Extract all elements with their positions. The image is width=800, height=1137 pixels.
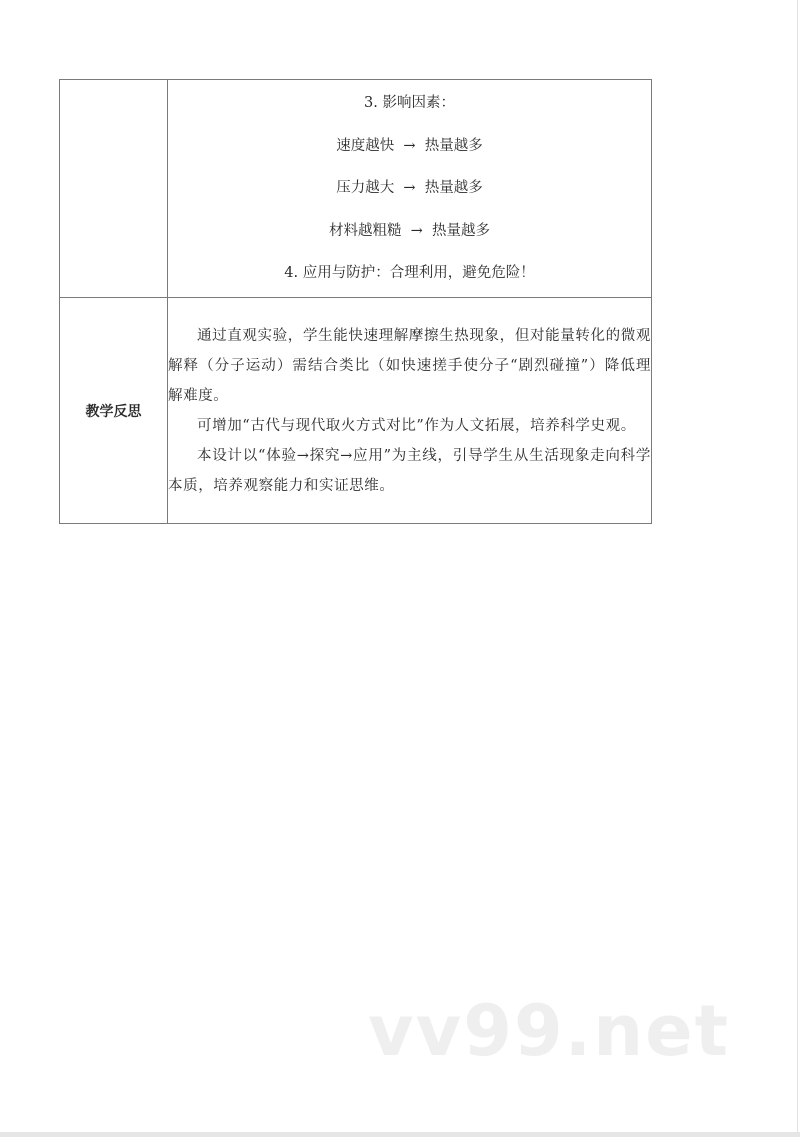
reflection-row <box>60 298 652 524</box>
reflection-paragraph: 可增加“古代与现代取火方式对比”作为人文拓展，培养科学史观。 <box>197 417 636 434</box>
reflection-content-cell <box>168 298 652 524</box>
reflection-paragraph: 本设计以“体验→探究→应用”为主线，引导学生从生活现象走向科学本质，培养观察能力和实证思维。 <box>168 447 651 494</box>
summary-label-cell <box>60 80 168 298</box>
summary-row <box>60 80 652 298</box>
lesson-plan-table <box>59 79 652 524</box>
influence-factors-heading: 3. 影响因素： <box>364 95 455 112</box>
reflection-paragraph: 通过直观实验，学生能快速理解摩擦生热现象，但对能量转化的微观解释（分子运动）需结合类比（如快速搓手使分子“剧烈碰撞”）降低理解难度。 <box>168 327 651 404</box>
application-protection: 4. 应用与防护：合理利用，避免危险！ <box>284 265 535 282</box>
reflection-label: 教学反思 <box>60 298 168 524</box>
summary-content-cell <box>168 80 652 298</box>
watermark: vv99.net <box>368 990 731 1072</box>
factor-roughness: 材料越粗糙 → 热量越多 <box>328 222 491 239</box>
page-bottom-edge <box>0 1132 800 1137</box>
factor-pressure: 压力越大 → 热量越多 <box>336 180 483 197</box>
factor-speed: 速度越快 → 热量越多 <box>336 137 483 154</box>
